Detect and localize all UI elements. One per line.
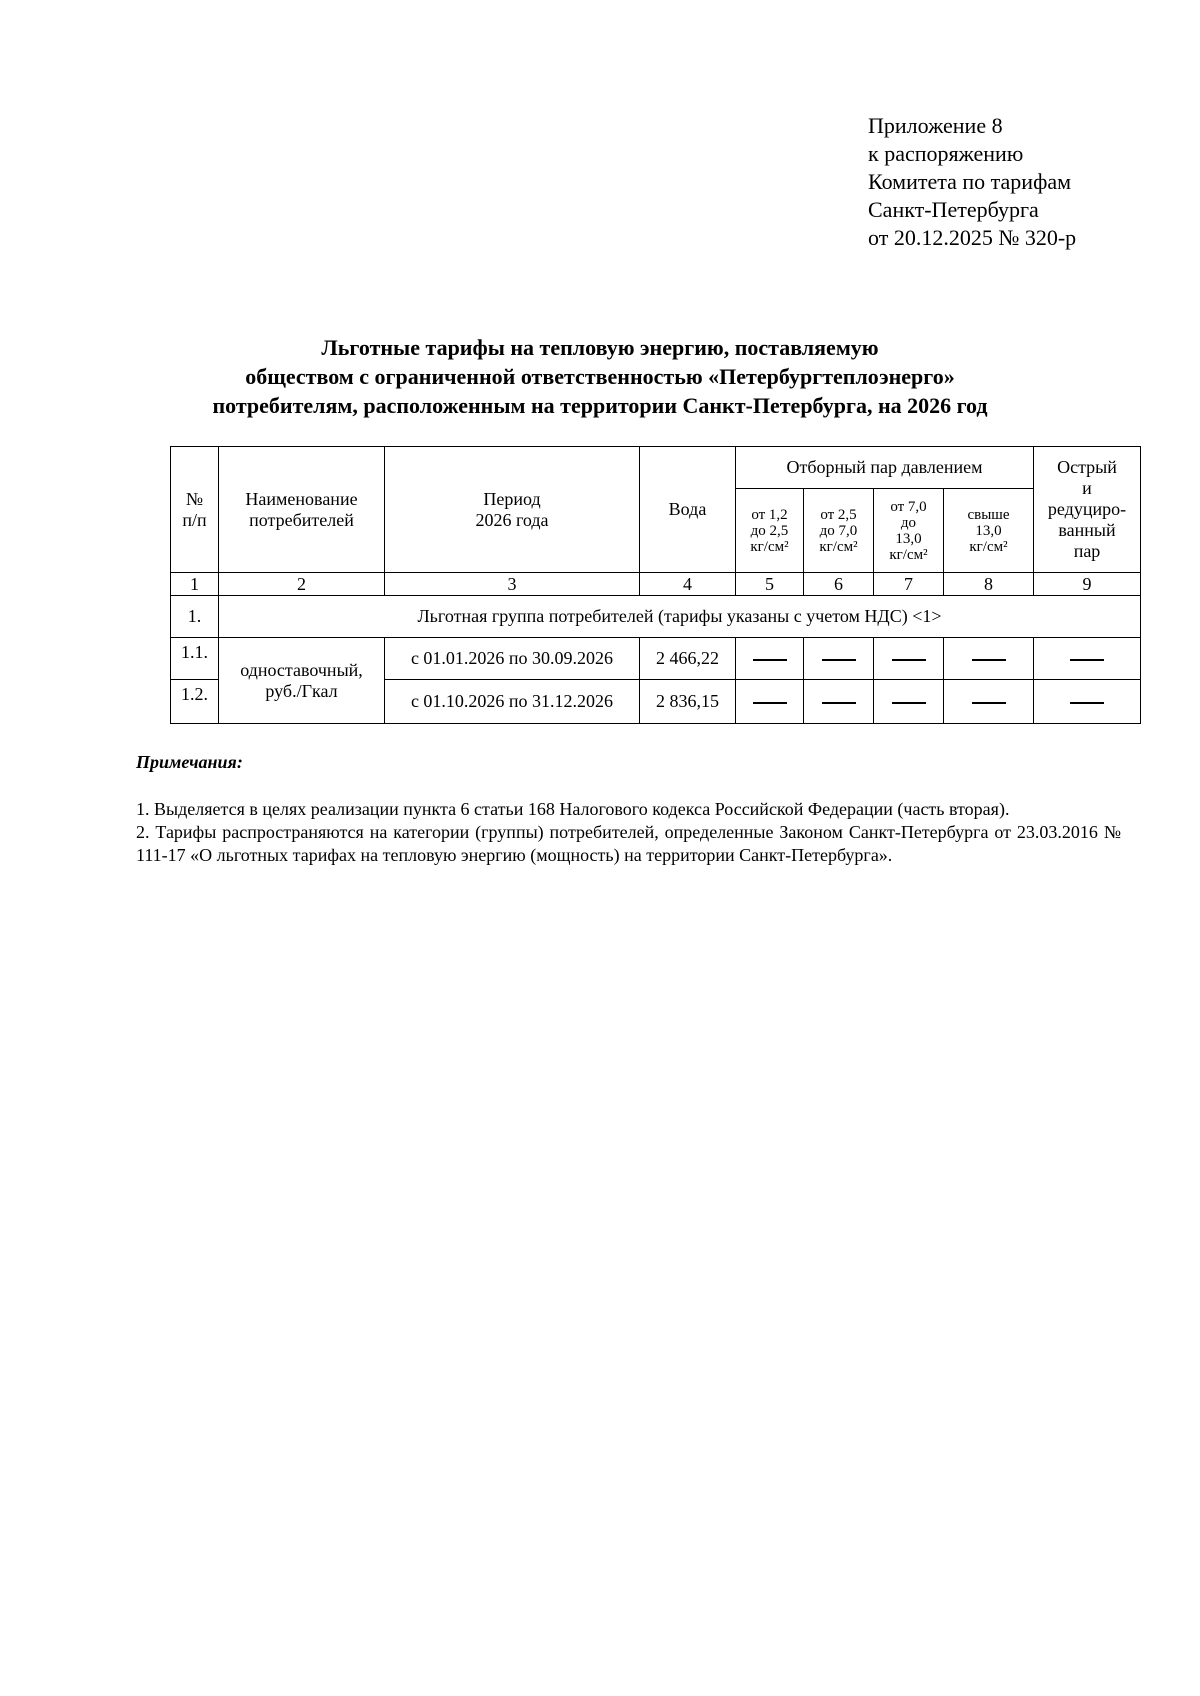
dash-mark <box>892 659 926 661</box>
title-line: потребителям, расположенным на территории Санкт-Петербурга, на 2026 год <box>212 393 988 418</box>
empty-value-cell <box>736 638 804 680</box>
empty-value-cell <box>804 638 874 680</box>
dash-mark <box>1070 702 1104 704</box>
column-number-cell: 6 <box>804 573 874 596</box>
header-cell-steam-4: свыше 13,0 кг/см² <box>944 489 1034 573</box>
column-number-cell: 2 <box>219 573 385 596</box>
header-cell-water: Вода <box>640 447 736 573</box>
water-tariff-cell: 2 466,22 <box>640 638 736 680</box>
note-item: 2. Тарифы распространяются на категории (группы) потребителей, определенные Законом Санкт-Петербурга от 23.03.2016 № 111-17 «О льготных тарифах на тепловую энергию (мощность) на территории Санкт-Петербурга». <box>136 822 1121 865</box>
dash-mark <box>753 702 787 704</box>
header-cell-sharp-steam: Острый и редуциро- ванный пар <box>1034 447 1141 573</box>
group-number-cell: 1. <box>171 596 219 638</box>
notes-heading: Примечания: <box>136 752 243 772</box>
dash-mark <box>972 659 1006 661</box>
water-tariff-cell: 2 836,15 <box>640 680 736 724</box>
empty-value-cell <box>874 680 944 724</box>
empty-value-cell <box>1034 638 1141 680</box>
notes-list <box>136 798 1121 867</box>
column-number-cell: 8 <box>944 573 1034 596</box>
title-line: обществом с ограниченной ответственностью «Петербургтеплоэнерго» <box>245 364 955 389</box>
dash-mark <box>822 702 856 704</box>
title-line: Льготные тарифы на тепловую энергию, поставляемую <box>321 335 879 360</box>
appendix-header <box>868 112 1076 252</box>
header-cell-consumer-name: Наименование потребителей <box>219 447 385 573</box>
note-item: 1. Выделяется в целях реализации пункта 6 статьи 168 Налогового кодекса Российской Федерации (часть вторая). <box>136 799 1010 819</box>
column-number-cell: 3 <box>385 573 640 596</box>
dash-mark <box>822 659 856 661</box>
dash-mark <box>972 702 1006 704</box>
column-number-cell: 5 <box>736 573 804 596</box>
group-label-cell: Льготная группа потребителей (тарифы указаны с учетом НДС) <1> <box>219 596 1141 638</box>
empty-value-cell <box>804 680 874 724</box>
empty-value-cell <box>944 680 1034 724</box>
period-cell: с 01.01.2026 по 30.09.2026 <box>385 638 640 680</box>
header-cell-period: Период 2026 года <box>385 447 640 573</box>
header-cell-steam-2: от 2,5 до 7,0 кг/см² <box>804 489 874 573</box>
empty-value-cell <box>944 638 1034 680</box>
empty-value-cell <box>736 680 804 724</box>
appendix-line: к распоряжению <box>868 141 1024 166</box>
column-number-cell: 9 <box>1034 573 1141 596</box>
column-number-cell: 4 <box>640 573 736 596</box>
header-cell-steam-group: Отборный пар давлением <box>736 447 1034 489</box>
appendix-line: от 20.12.2025 № 320-р <box>868 225 1077 250</box>
appendix-line: Комитета по тарифам <box>868 169 1072 194</box>
column-number-cell: 1 <box>171 573 219 596</box>
appendix-line: Санкт-Петербурга <box>868 197 1039 222</box>
appendix-line: Приложение 8 <box>868 113 1003 138</box>
consumer-name-cell: одноставочный, руб./Гкал <box>219 638 385 724</box>
dash-mark <box>1070 659 1104 661</box>
document-title <box>100 333 1100 420</box>
column-number-cell: 7 <box>874 573 944 596</box>
row-number-cell: 1.1. <box>171 638 219 680</box>
dash-mark <box>753 659 787 661</box>
empty-value-cell <box>874 638 944 680</box>
empty-value-cell <box>1034 680 1141 724</box>
header-cell-number: № п/п <box>171 447 219 573</box>
table-row <box>171 638 1141 680</box>
header-cell-steam-1: от 1,2 до 2,5 кг/см² <box>736 489 804 573</box>
tariff-table <box>170 446 1141 724</box>
header-cell-steam-3: от 7,0 до 13,0 кг/см² <box>874 489 944 573</box>
dash-mark <box>892 702 926 704</box>
row-number-cell: 1.2. <box>171 680 219 724</box>
period-cell: с 01.10.2026 по 31.12.2026 <box>385 680 640 724</box>
